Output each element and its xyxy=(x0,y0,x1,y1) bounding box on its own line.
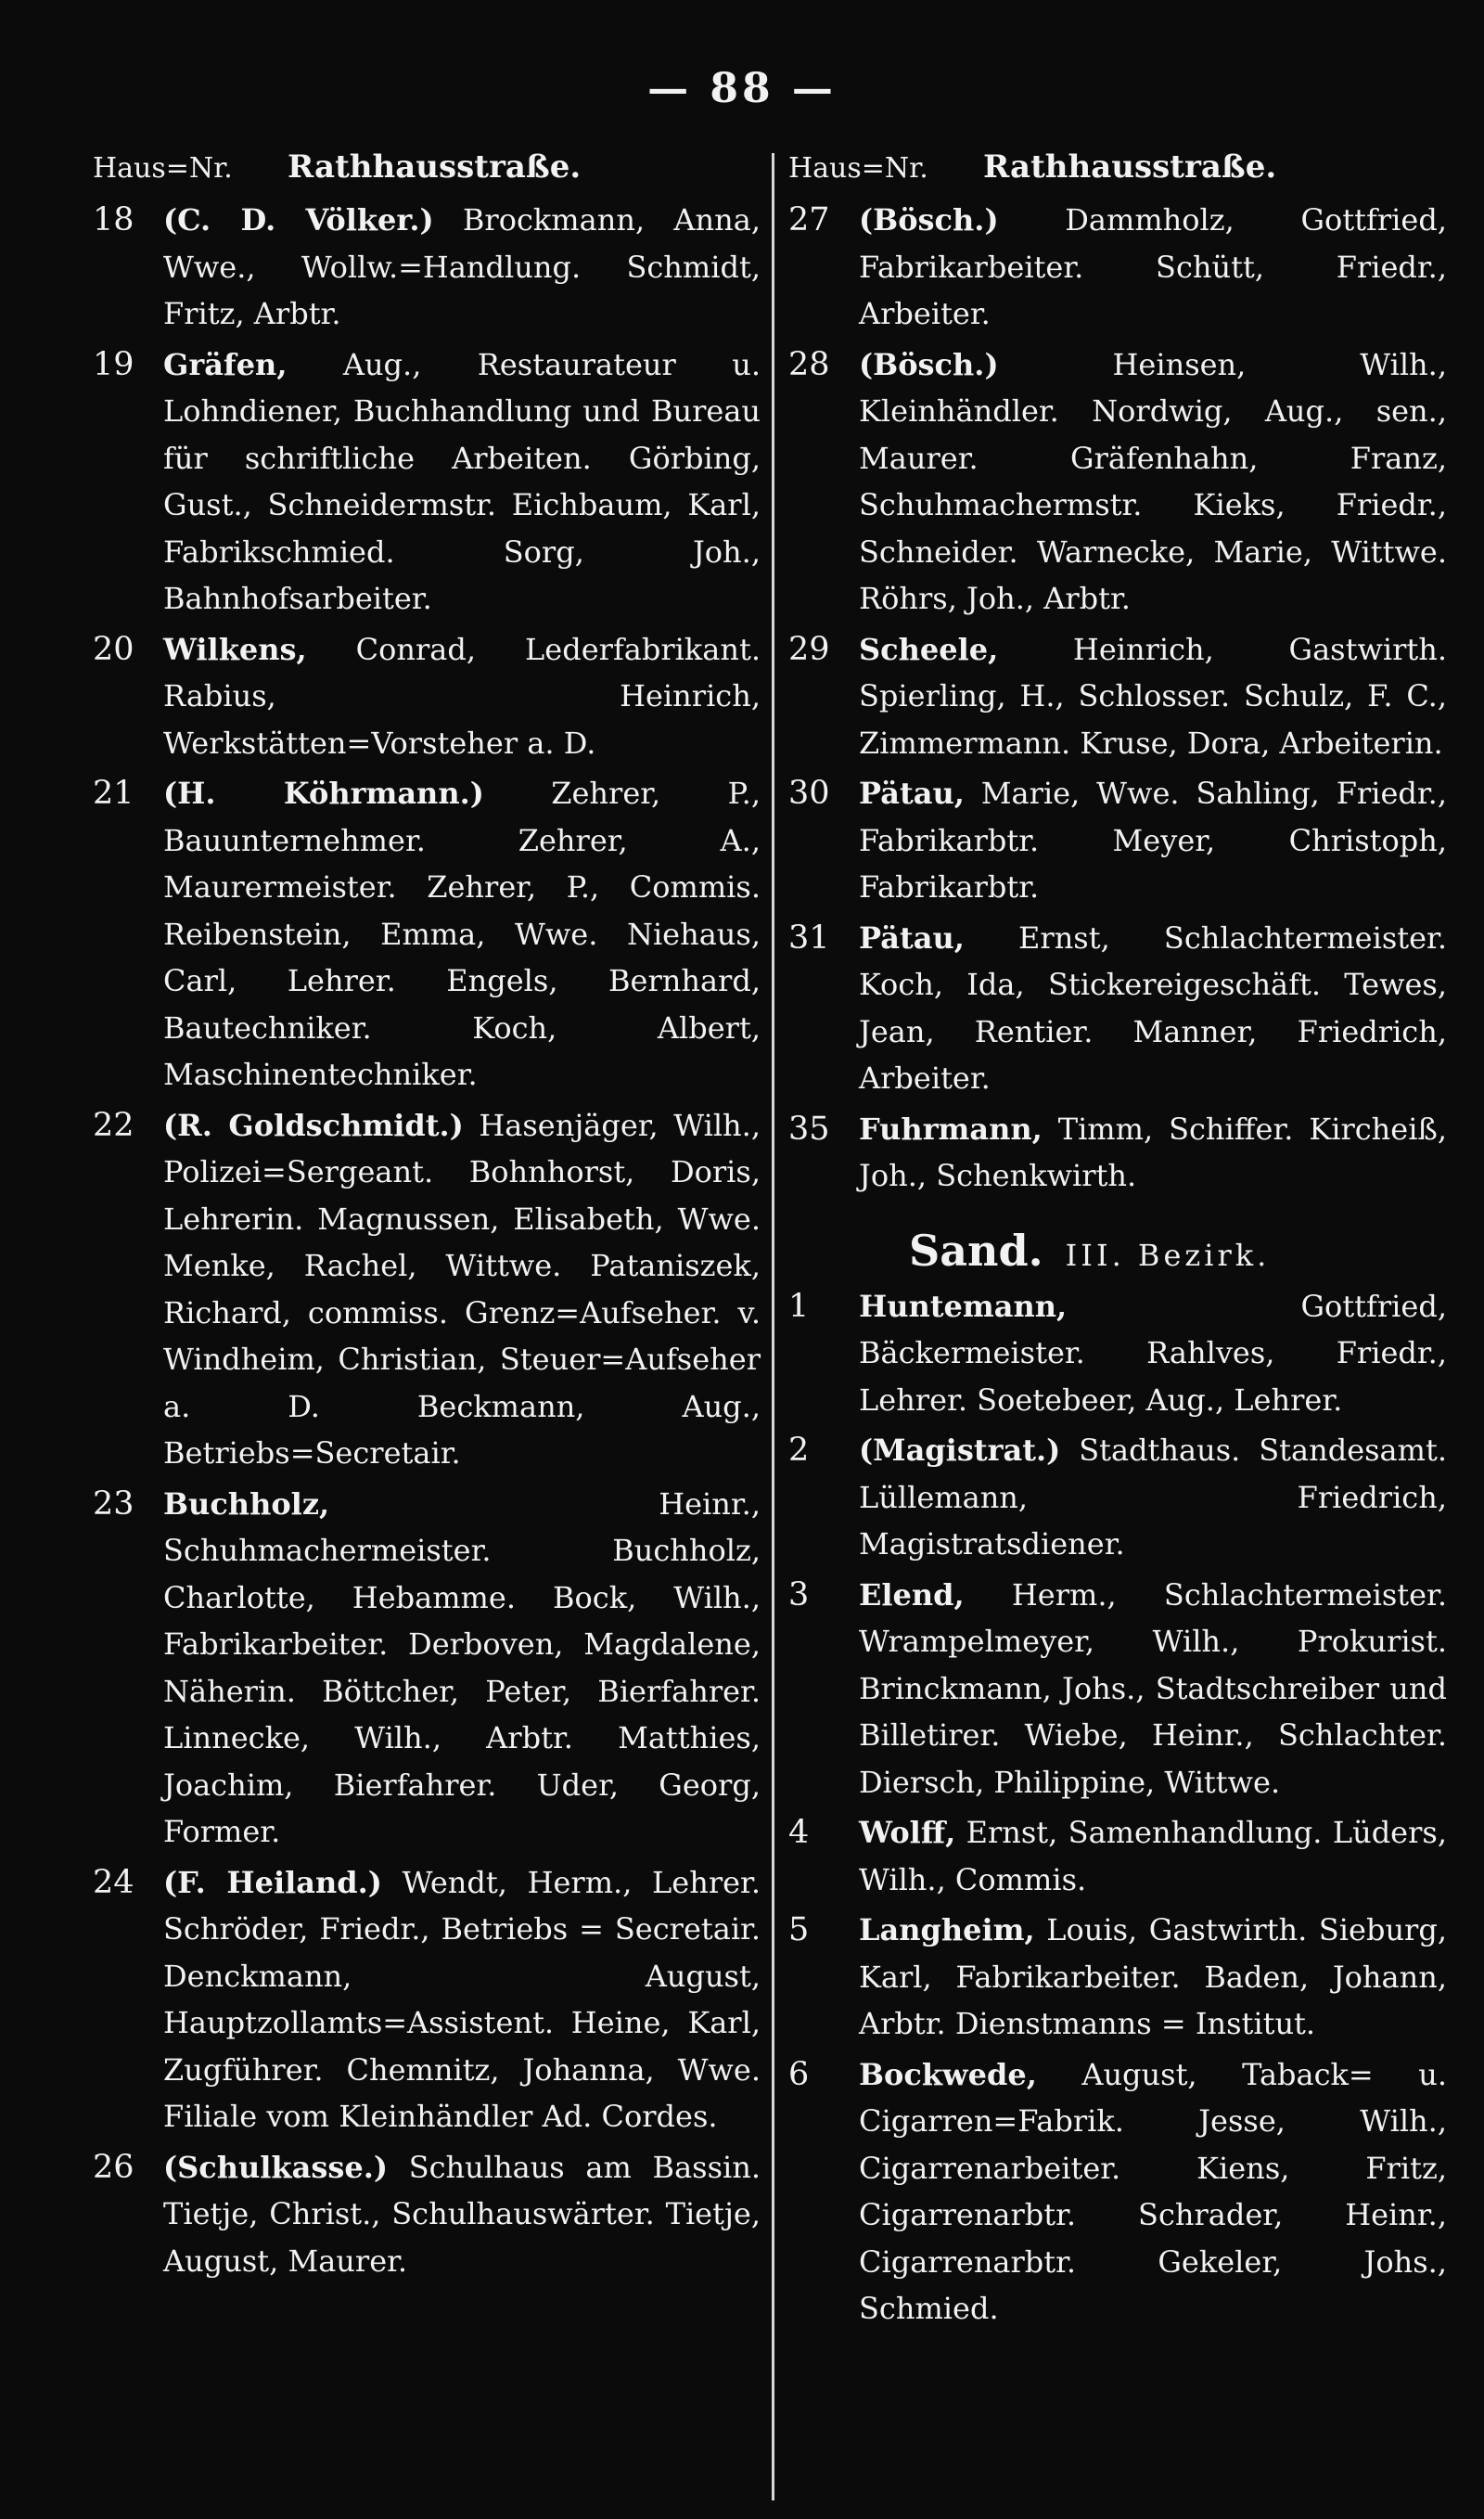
house-entry xyxy=(788,1907,1447,2048)
house-entry xyxy=(788,626,1447,767)
house-owner: (F. Heiland.) xyxy=(163,1864,382,1900)
residents: Hasenjäger, Wilh., Polizei=Sergeant. Bohnhorst, Doris, Lehrerin. Magnussen, Elisabeth, Wwe. Menke, Rachel, Wittwe. Pataniszek, Richard, commiss. Grenz=Aufseher. v. Windheim, Christian, Steuer=Aufseher a. D. Beckmann, Aug., Betriebs=Secretair. xyxy=(163,1107,761,1471)
house-number: 19 xyxy=(93,345,134,383)
entry-text xyxy=(859,1907,1447,2048)
section-heading xyxy=(788,1226,1447,1276)
house-owner: Wolff, xyxy=(859,1815,956,1850)
house-owner: Langheim, xyxy=(859,1912,1035,1947)
right-column xyxy=(788,148,1447,2336)
house-owner: (R. Goldschmidt.) xyxy=(163,1107,464,1143)
house-entry xyxy=(788,1809,1447,1903)
entry-text xyxy=(859,915,1447,1102)
residents: Brockmann, Anna, Wwe., Wollw.=Handlung. Schmidt, Fritz, Arbtr. xyxy=(163,202,761,331)
house-entry xyxy=(788,197,1447,338)
residents: Marie, Wwe. Sahling, Friedr., Fabrikarbtr. Meyer, Christoph, Fabrikarbtr. xyxy=(859,776,1447,905)
house-number: 22 xyxy=(93,1106,134,1144)
house-number: 21 xyxy=(93,775,134,812)
house-entry xyxy=(788,2051,1447,2333)
entry-text xyxy=(859,626,1447,767)
left-column-header xyxy=(93,148,761,191)
house-number: 6 xyxy=(788,2055,810,2093)
section-district: III. Bezirk. xyxy=(1065,1237,1271,1273)
page-number: — 88 — xyxy=(647,65,837,112)
entry-text xyxy=(859,341,1447,623)
house-entry xyxy=(93,1481,761,1856)
house-owner: (Magistrat.) xyxy=(859,1433,1061,1468)
house-entry xyxy=(788,1427,1447,1568)
residents: Aug., Restaurateur u. Lohndiener, Buchhandlung und Bureau für schriftliche Arbeiten. Görbing, Gust., Schneidermstr. Eichbaum, Karl, Fabrikschmied. Sorg, Joh., Bahnhofsarbeiter. xyxy=(163,346,761,616)
residents: Heinrich, Gastwirth. Spierling, H., Schlosser. Schulz, F. C., Zimmermann. Kruse, Dora, Arbeiterin. xyxy=(859,631,1447,761)
entry-text xyxy=(163,341,761,623)
entry-text xyxy=(163,2144,761,2285)
house-entry xyxy=(93,770,761,1099)
entry-text xyxy=(859,1572,1447,1806)
house-number: 18 xyxy=(93,201,134,238)
column-divider xyxy=(772,153,774,2500)
house-number: 30 xyxy=(788,775,830,812)
residents: Ernst, Schlachtermeister. Koch, Ida, Stickereigeschäft. Tewes, Jean, Rentier. Manner, Friedrich, Arbeiter. xyxy=(859,919,1447,1096)
house-number: 35 xyxy=(788,1110,830,1148)
house-owner: Huntemann, xyxy=(859,1288,1068,1324)
residents: Timm, Schiffer. Kircheiß, Joh., Schenkwirth. xyxy=(859,1111,1447,1193)
residents: Heinr., Schuhmachermeister. Buchholz, Charlotte, Hebamme. Bock, Wilh., Fabrikarbeiter. Derboven, Magdalene, Näherin. Böttcher, Peter, Bierfahrer. Linnecke, Wilh., Arbtr. Matthies, Joachim, Bierfahrer. Uder, Georg, Former. xyxy=(163,1485,761,1849)
residents: Ernst, Samenhandlung. Lüders, Wilh., Commis. xyxy=(859,1815,1447,1897)
entry-text xyxy=(859,1283,1447,1424)
house-entry xyxy=(788,770,1447,911)
residents: Heinsen, Wilh., Kleinhändler. Nordwig, Aug., sen., Maurer. Gräfenhahn, Franz, Schuhmachermstr. Kieks, Friedr., Schneider. Warnecke, Marie, Wittwe. Röhrs, Joh., Arbtr. xyxy=(859,346,1447,616)
residents: Zehrer, P., Bauunternehmer. Zehrer, A., Maurermeister. Zehrer, P., Commis. Reibenstein, Emma, Wwe. Niehaus, Carl, Lehrer. Engels, Bernhard, Bautechniker. Koch, Albert, Maschinentechniker. xyxy=(163,776,761,1092)
house-number: 23 xyxy=(93,1484,134,1523)
house-number: 20 xyxy=(93,630,134,668)
house-number: 1 xyxy=(788,1287,810,1325)
house-owner: (C. D. Völker.) xyxy=(163,202,434,238)
house-entry xyxy=(788,341,1447,623)
house-owner: Buchholz, xyxy=(163,1485,330,1522)
house-number-label: Haus=Nr. xyxy=(788,152,928,185)
residents: Louis, Gastwirth. Sieburg, Karl, Fabrikarbeiter. Baden, Johann, Arbtr. Dienstmanns = Institut. xyxy=(859,1912,1447,2041)
residents: Wendt, Herm., Lehrer. Schröder, Friedr., Betriebs = Secretair. Denckmann, August, Hauptzollamts=Assistent. Heine, Karl, Zugführer. Chemnitz, Johanna, Wwe. Filiale vom Kleinhändler Ad. Cordes. xyxy=(163,1864,761,2134)
residents: Stadthaus. Standesamt. Lüllemann, Friedrich, Magistratsdiener. xyxy=(859,1433,1447,1562)
house-owner: Bockwede, xyxy=(859,2056,1037,2092)
entry-text xyxy=(859,1106,1447,1200)
house-entry xyxy=(93,1859,761,2140)
house-entry xyxy=(93,197,761,338)
street-name: Rathhausstraße. xyxy=(288,148,582,186)
entry-text xyxy=(163,770,761,1099)
residents: Dammholz, Gottfried, Fabrikarbeiter. Schütt, Friedr., Arbeiter. xyxy=(859,202,1447,331)
entry-text xyxy=(163,626,761,767)
street-name: Rathhausstraße. xyxy=(983,148,1277,186)
house-owner: (Bösch.) xyxy=(859,346,999,382)
house-owner: Scheele, xyxy=(859,631,999,667)
house-owner: Elend, xyxy=(859,1576,965,1613)
entry-text xyxy=(163,197,761,338)
house-owner: (Bösch.) xyxy=(859,202,999,238)
residents: Gottfried, Bäckermeister. Rahlves, Friedr., Lehrer. Soetebeer, Aug., Lehrer. xyxy=(859,1288,1447,1418)
entry-text xyxy=(859,197,1447,338)
house-number: 2 xyxy=(788,1432,810,1469)
entry-text xyxy=(163,1102,761,1477)
house-owner: Pätau, xyxy=(859,776,965,811)
house-owner: Wilkens, xyxy=(163,631,307,667)
house-owner: Fuhrmann, xyxy=(859,1111,1043,1147)
entry-text xyxy=(859,1427,1447,1568)
entry-text xyxy=(163,1859,761,2140)
left-column xyxy=(93,148,761,2288)
house-entry xyxy=(93,626,761,767)
house-number: 27 xyxy=(788,201,830,238)
entry-text xyxy=(859,1809,1447,1903)
entry-text xyxy=(859,2051,1447,2333)
house-entry xyxy=(788,1283,1447,1424)
residents: August, Taback= u. Cigarren=Fabrik. Jesse, Wilh., Cigarrenarbeiter. Kiens, Fritz, Cigarrenarbtr. Schrader, Heinr., Cigarrenarbtr. Gekeler, Johs., Schmied. xyxy=(859,2056,1447,2326)
house-number: 5 xyxy=(788,1911,810,1948)
house-entry xyxy=(93,2144,761,2285)
house-owner: Gräfen, xyxy=(163,346,288,382)
right-column-header xyxy=(788,148,1447,191)
house-number: 4 xyxy=(788,1814,810,1851)
entry-text xyxy=(163,1481,761,1856)
residents: Herm., Schlachtermeister. Wrampelmeyer, Wilh., Prokurist. Brinckmann, Johs., Stadtschreiber und Billetirer. Wiebe, Heinr., Schlachter. Diersch, Philippine, Wittwe. xyxy=(859,1576,1447,1800)
house-number-label: Haus=Nr. xyxy=(93,152,233,185)
house-entry xyxy=(788,1106,1447,1200)
house-number: 3 xyxy=(788,1575,810,1613)
house-number: 31 xyxy=(788,919,830,957)
entry-text xyxy=(859,770,1447,911)
house-owner: (H. Köhrmann.) xyxy=(163,776,484,811)
house-entry xyxy=(93,341,761,623)
house-number: 28 xyxy=(788,345,830,383)
residents: Conrad, Lederfabrikant. Rabius, Heinrich, Werkstätten=Vorsteher a. D. xyxy=(163,631,761,761)
house-entry xyxy=(788,915,1447,1102)
residents: Schulhaus am Bassin. Tietje, Christ., Schulhauswärter. Tietje, August, Maurer. xyxy=(163,2149,761,2279)
house-entry xyxy=(93,1102,761,1477)
house-number: 24 xyxy=(93,1863,134,1901)
house-entry xyxy=(788,1572,1447,1806)
house-number: 29 xyxy=(788,630,830,668)
house-owner: Pätau, xyxy=(859,919,965,956)
house-owner: (Schulkasse.) xyxy=(163,2149,388,2185)
section-street-name: Sand. xyxy=(909,1225,1043,1276)
house-number: 26 xyxy=(93,2148,134,2186)
